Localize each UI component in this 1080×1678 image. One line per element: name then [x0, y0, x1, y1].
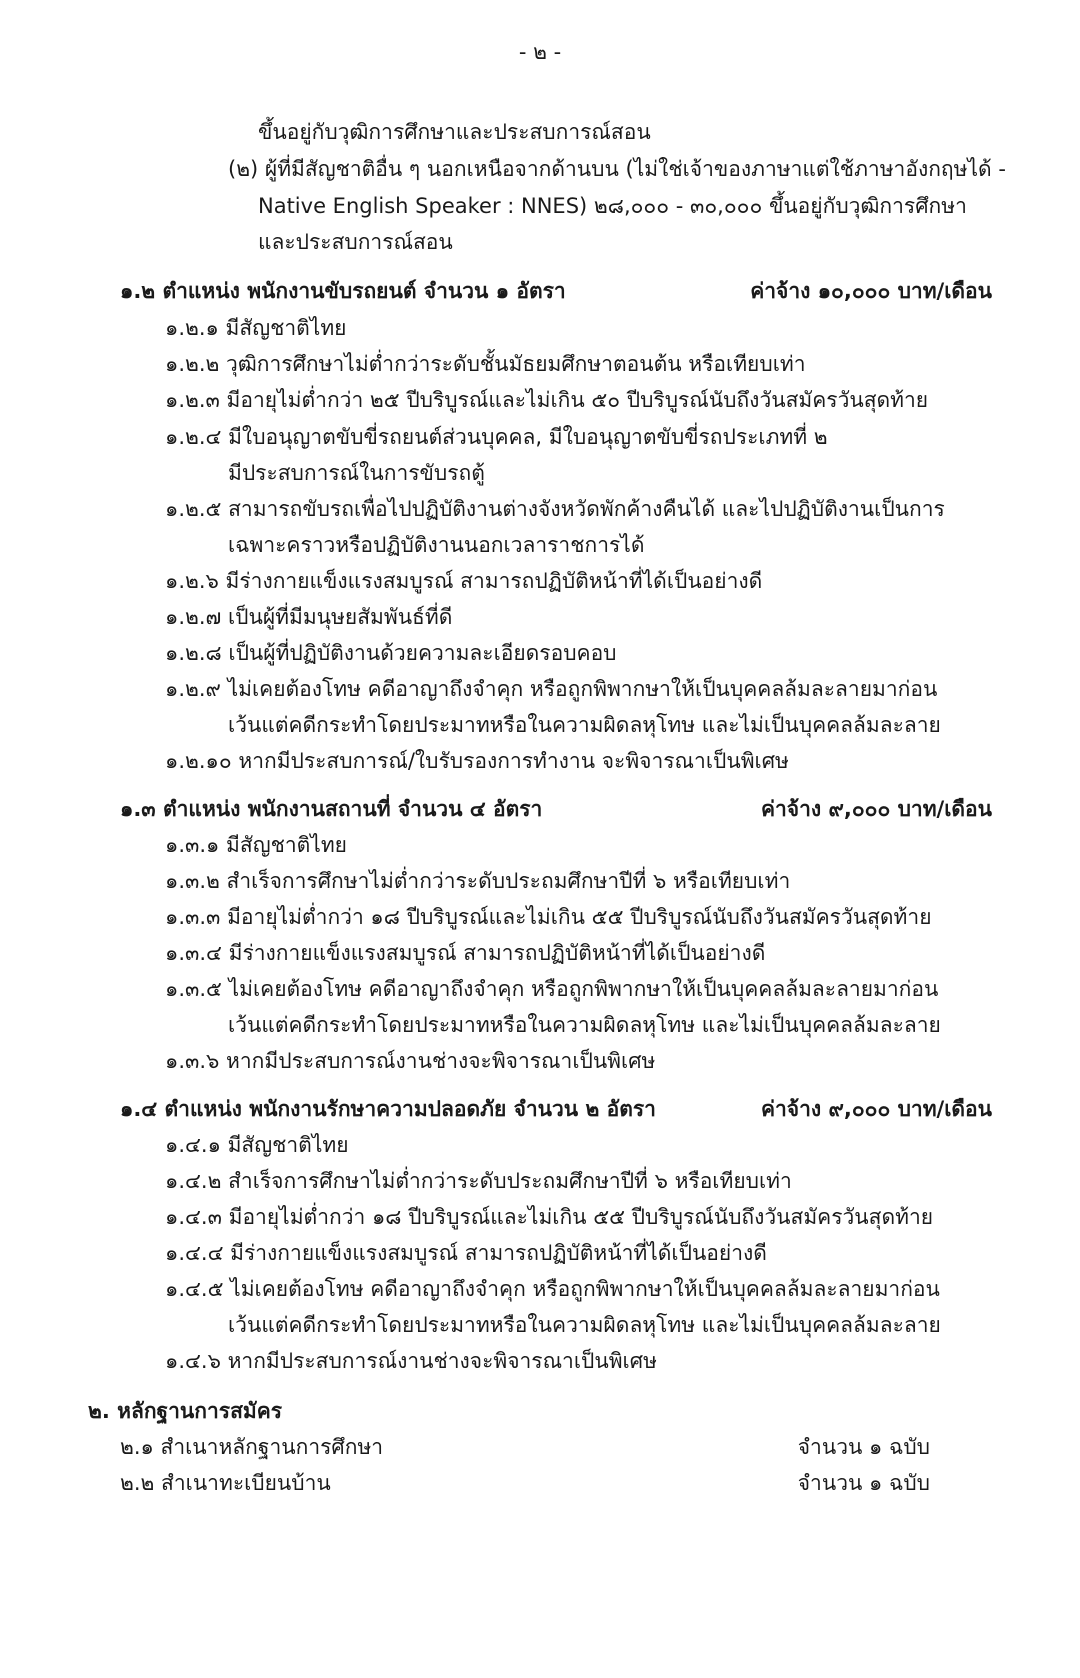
list-item: ๑.๒.๔ มีใบอนุญาตขับขี่รถยนต์ส่วนบุคคล, มีใบอนุญาตขับขี่รถประเภทที่ ๒	[165, 425, 828, 449]
wage-label: ค่าจ้าง ๑๐,๐๐๐ บาท/เดือน	[750, 279, 992, 303]
section-heading	[120, 790, 992, 828]
evidence-label: ๒.๑ สำเนาหลักฐานการศึกษา	[120, 1435, 384, 1459]
list-item-continuation: เว้นแต่คดีกระทำโดยประมาทหรือในความผิดลหุโทษ และไม่เป็นบุคคลล้มละลาย	[228, 1013, 941, 1037]
intro-line: (๒) ผู้ที่มีสัญชาติอื่น ๆ นอกเหนือจากด้านบน (ไม่ใช่เจ้าของภาษาแต่ใช้ภาษาอังกฤษได้ -	[228, 157, 1006, 181]
list-item-continuation: เว้นแต่คดีกระทำโดยประมาทหรือในความผิดลหุโทษ และไม่เป็นบุคคลล้มละลาย	[228, 713, 941, 737]
list-item: ๑.๒.๑ มีสัญชาติไทย	[165, 316, 347, 340]
position-title: ๑.๒ ตำแหน่ง พนักงานขับรถยนต์ จำนวน ๑ อัตรา	[120, 279, 566, 303]
wage-label: ค่าจ้าง ๙,๐๐๐ บาท/เดือน	[760, 797, 992, 821]
list-item-continuation: มีประสบการณ์ในการขับรถตู้	[228, 461, 485, 485]
list-item: ๑.๓.๔ มีร่างกายแข็งแรงสมบูรณ์ สามารถปฏิบัติหน้าที่ได้เป็นอย่างดี	[165, 941, 766, 965]
list-item: ๑.๒.๓ มีอายุไม่ต่ำกว่า ๒๕ ปีบริบูรณ์และไม่เกิน ๕๐ ปีบริบูรณ์นับถึงวันสมัครวันสุดท้าย	[165, 388, 929, 412]
wage-label: ค่าจ้าง ๙,๐๐๐ บาท/เดือน	[760, 1097, 992, 1121]
page-number: - ๒ -	[518, 40, 562, 64]
list-item: ๑.๔.๖ หากมีประสบการณ์งานช่างจะพิจารณาเป็นพิเศษ	[165, 1349, 657, 1373]
position-title: ๑.๓ ตำแหน่ง พนักงานสถานที่ จำนวน ๔ อัตรา	[120, 797, 543, 821]
list-item: ๑.๓.๓ มีอายุไม่ต่ำกว่า ๑๘ ปีบริบูรณ์และไม่เกิน ๕๕ ปีบริบูรณ์นับถึงวันสมัครวันสุดท้าย	[165, 905, 932, 929]
list-item: ๑.๔.๔ มีร่างกายแข็งแรงสมบูรณ์ สามารถปฏิบัติหน้าที่ได้เป็นอย่างดี	[165, 1241, 767, 1265]
evidence-item	[120, 1428, 930, 1466]
list-item: ๑.๓.๖ หากมีประสบการณ์งานช่างจะพิจารณาเป็นพิเศษ	[165, 1049, 656, 1073]
section-heading	[120, 272, 992, 310]
list-item: ๑.๒.๘ เป็นผู้ที่ปฏิบัติงานด้วยความละเอียดรอบคอบ	[165, 641, 617, 665]
position-title: ๑.๔ ตำแหน่ง พนักงานรักษาความปลอดภัย จำนวน ๒ อัตรา	[120, 1097, 656, 1121]
list-item: ๑.๓.๑ มีสัญชาติไทย	[165, 833, 347, 857]
list-item: ๑.๒.๙ ไม่เคยต้องโทษ คดีอาญาถึงจำคุก หรือถูกพิพากษาให้เป็นบุคคลล้มละลายมาก่อน	[165, 677, 938, 701]
list-item: ๑.๒.๑๐ หากมีประสบการณ์/ใบรับรองการทำงาน จะพิจารณาเป็นพิเศษ	[165, 749, 789, 773]
list-item: ๑.๒.๖ มีร่างกายแข็งแรงสมบูรณ์ สามารถปฏิบัติหน้าที่ได้เป็นอย่างดี	[165, 569, 763, 593]
list-item: ๑.๔.๒ สำเร็จการศึกษาไม่ต่ำกว่าระดับประถมศึกษาปีที่ ๖ หรือเทียบเท่า	[165, 1169, 792, 1193]
intro-line: Native English Speaker : NNES) ๒๘,๐๐๐ - ๓๐,๐๐๐ ขึ้นอยู่กับวุฒิการศึกษา	[258, 194, 967, 218]
list-item: ๑.๒.๗ เป็นผู้ที่มีมนุษยสัมพันธ์ที่ดี	[165, 605, 453, 629]
list-item: ๑.๓.๕ ไม่เคยต้องโทษ คดีอาญาถึงจำคุก หรือถูกพิพากษาให้เป็นบุคคลล้มละลายมาก่อน	[165, 977, 939, 1001]
list-item: ๑.๒.๒ วุฒิการศึกษาไม่ต่ำกว่าระดับชั้นมัธยมศึกษาตอนต้น หรือเทียบเท่า	[165, 352, 806, 376]
section-heading	[120, 1090, 992, 1128]
list-item: ๑.๔.๓ มีอายุไม่ต่ำกว่า ๑๘ ปีบริบูรณ์และไม่เกิน ๕๕ ปีบริบูรณ์นับถึงวันสมัครวันสุดท้าย	[165, 1205, 934, 1229]
evidence-qty: จำนวน ๑ ฉบับ	[797, 1471, 930, 1495]
evidence-qty: จำนวน ๑ ฉบับ	[797, 1435, 930, 1459]
list-item: ๑.๔.๑ มีสัญชาติไทย	[165, 1133, 349, 1157]
evidence-item	[120, 1464, 930, 1502]
intro-line: ขึ้นอยู่กับวุฒิการศึกษาและประสบการณ์สอน	[258, 120, 651, 144]
list-item-continuation: เว้นแต่คดีกระทำโดยประมาทหรือในความผิดลหุโทษ และไม่เป็นบุคคลล้มละลาย	[228, 1313, 941, 1337]
evidence-heading: ๒. หลักฐานการสมัคร	[88, 1399, 283, 1423]
intro-line: และประสบการณ์สอน	[258, 230, 453, 254]
list-item: ๑.๔.๕ ไม่เคยต้องโทษ คดีอาญาถึงจำคุก หรือถูกพิพากษาให้เป็นบุคคลล้มละลายมาก่อน	[165, 1277, 940, 1301]
list-item-continuation: เฉพาะคราวหรือปฏิบัติงานนอกเวลาราชการได้	[228, 533, 645, 557]
evidence-label: ๒.๒ สำเนาทะเบียนบ้าน	[120, 1471, 331, 1495]
list-item: ๑.๓.๒ สำเร็จการศึกษาไม่ต่ำกว่าระดับประถมศึกษาปีที่ ๖ หรือเทียบเท่า	[165, 869, 791, 893]
list-item: ๑.๒.๕ สามารถขับรถเพื่อไปปฏิบัติงานต่างจังหวัดพักค้างคืนได้ และไปปฏิบัติงานเป็นการ	[165, 497, 945, 521]
